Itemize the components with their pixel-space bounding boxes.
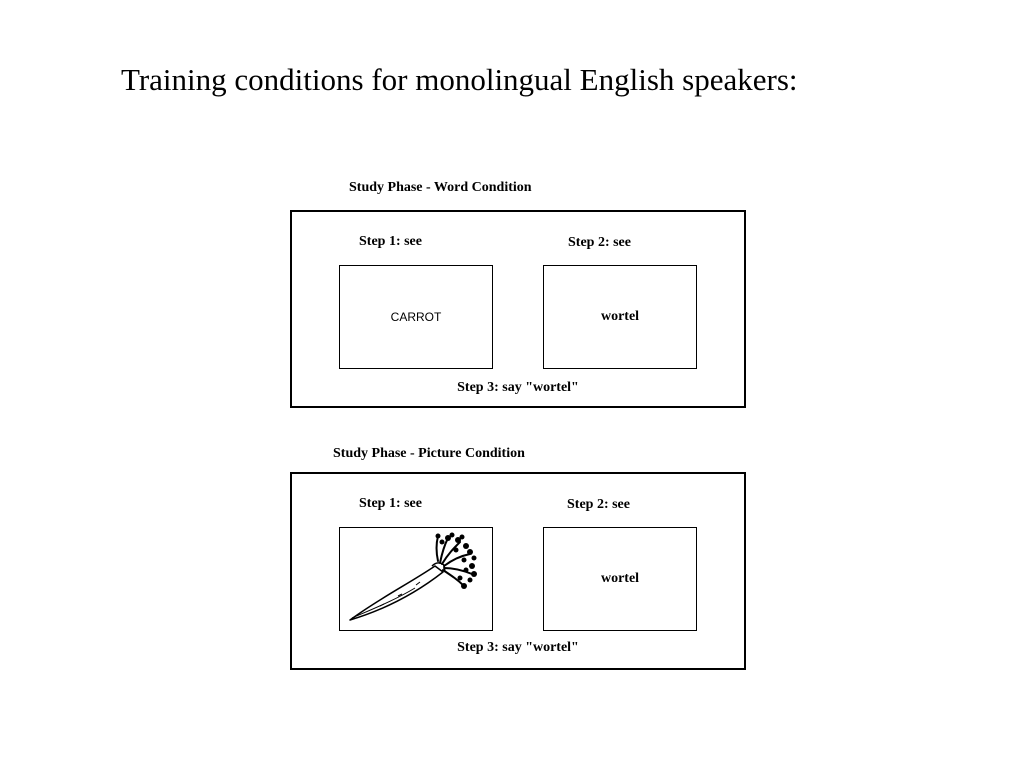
word-step2-card-text: wortel [600, 309, 640, 324]
slide-title: Training conditions for monolingual English speakers: [121, 62, 798, 97]
picture-step2-card-text: wortel [600, 571, 640, 586]
word-step2-card [543, 265, 697, 369]
picture-step2-label: Step 2: see [567, 497, 630, 512]
word-condition-panel [290, 210, 746, 408]
picture-step1-label: Step 1: see [359, 496, 422, 511]
picture-step2-card [543, 527, 697, 631]
picture-step3-label: Step 3: say "wortel" [457, 640, 579, 655]
picture-condition-panel [290, 472, 746, 670]
picture-step1-card [339, 527, 493, 631]
word-step1-card-text: CARROT [390, 310, 442, 324]
word-step3-label: Step 3: say "wortel" [457, 380, 579, 395]
word-step1-label: Step 1: see [359, 234, 422, 249]
picture-condition-label: Study Phase - Picture Condition [333, 446, 525, 461]
word-step2-label: Step 2: see [568, 235, 631, 250]
word-condition-label: Study Phase - Word Condition [349, 180, 532, 195]
carrot-icon [340, 528, 492, 630]
word-step1-card [339, 265, 493, 369]
